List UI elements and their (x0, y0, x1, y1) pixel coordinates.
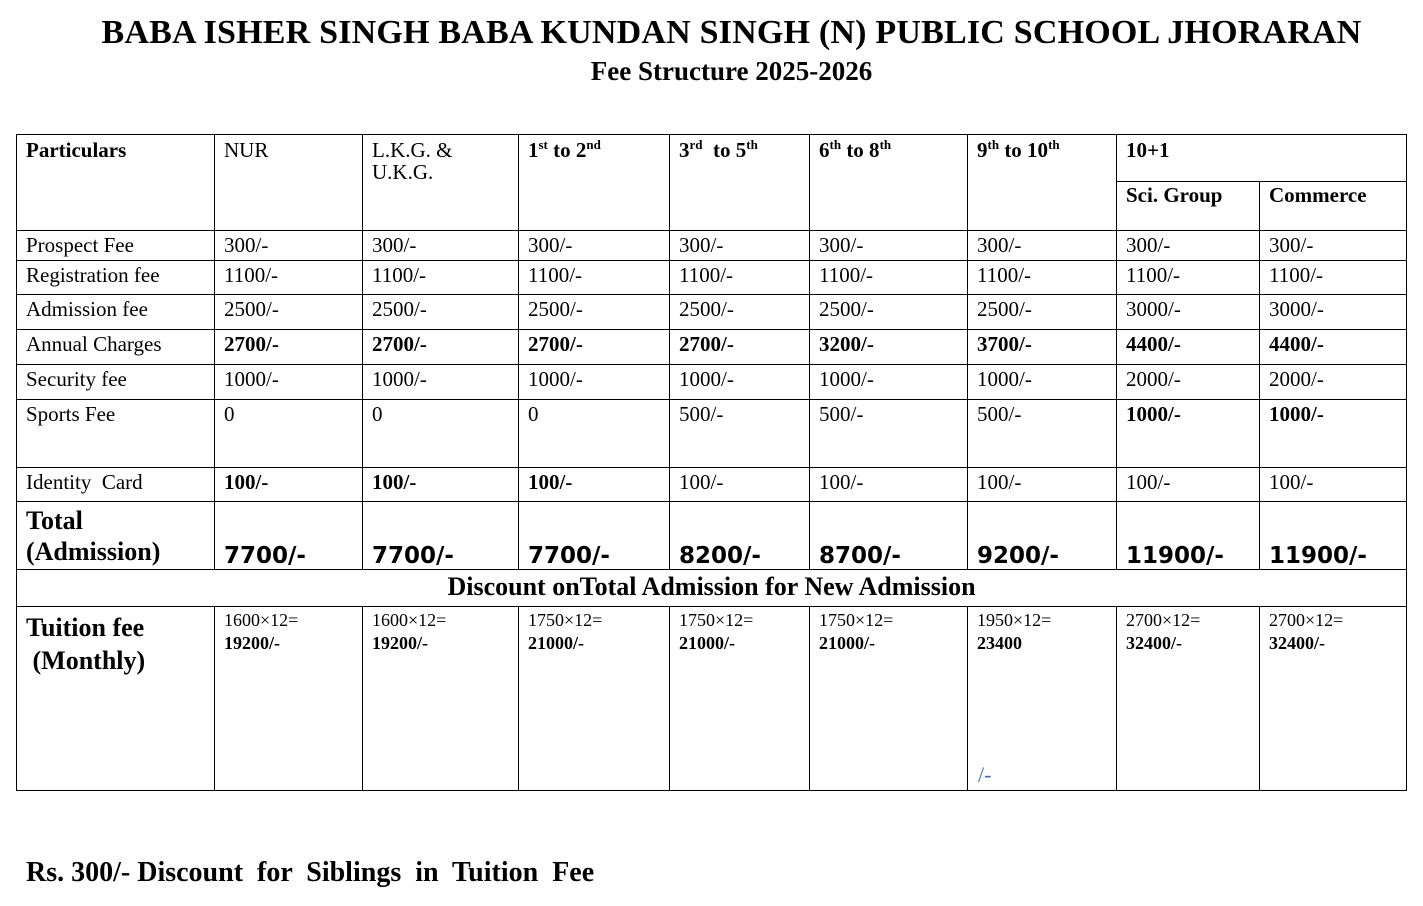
cell: 100/- (363, 468, 519, 502)
cell: 2700/- (363, 330, 519, 365)
cell: 300/- (968, 231, 1117, 261)
cell: 300/- (1117, 231, 1260, 261)
cell: 1000/- (519, 365, 670, 400)
header-lkg-ukg: L.K.G. & U.K.G. (363, 135, 519, 231)
total-cell: 9200/- (968, 502, 1117, 570)
cell: 2500/- (519, 295, 670, 330)
tuition-cell: 1600×12= 19200/- (215, 607, 363, 791)
cell: 2500/- (215, 295, 363, 330)
header-commerce: Commerce (1260, 182, 1407, 231)
cell: 500/- (968, 400, 1117, 468)
cell: 1100/- (810, 261, 968, 295)
cell: 100/- (968, 468, 1117, 502)
cell: 1100/- (670, 261, 810, 295)
cell: 1000/- (1260, 400, 1407, 468)
tuition-cell: 1750×12= 21000/- (670, 607, 810, 791)
row-label: Identity Card (17, 468, 215, 502)
cell: 500/- (670, 400, 810, 468)
cell: 2000/- (1117, 365, 1260, 400)
cell: 1100/- (363, 261, 519, 295)
cell: 1100/- (519, 261, 670, 295)
cell: 1100/- (968, 261, 1117, 295)
row-label: Prospect Fee (17, 231, 215, 261)
cell: 1000/- (670, 365, 810, 400)
cell: 1000/- (810, 365, 968, 400)
cell: 1000/- (363, 365, 519, 400)
cell: 100/- (1260, 468, 1407, 502)
cell: 300/- (1260, 231, 1407, 261)
cell: 1000/- (968, 365, 1117, 400)
total-cell: 11900/- (1117, 502, 1260, 570)
cell: 0 (519, 400, 670, 468)
cell: 3000/- (1260, 295, 1407, 330)
cell: 2700/- (215, 330, 363, 365)
header-nur: NUR (215, 135, 363, 231)
cell: 1100/- (215, 261, 363, 295)
total-admission-label: Total (Admission) (17, 502, 215, 570)
header-9th-to-10th: 9th to 10th (968, 135, 1117, 231)
cell: 3200/- (810, 330, 968, 365)
cell: 2000/- (1260, 365, 1407, 400)
cell: 4400/- (1117, 330, 1260, 365)
row-label: Registration fee (17, 261, 215, 295)
row-label: Sports Fee (17, 400, 215, 468)
header-3rd-to-5th: 3rd to 5th (670, 135, 810, 231)
cell: 1000/- (215, 365, 363, 400)
cell: 2500/- (670, 295, 810, 330)
cell: 4400/- (1260, 330, 1407, 365)
total-cell: 7700/- (215, 502, 363, 570)
tuition-fee-label: Tuition fee (Monthly) (17, 607, 215, 791)
cell: 3700/- (968, 330, 1117, 365)
fee-table (16, 134, 1407, 791)
total-cell: 11900/- (1260, 502, 1407, 570)
header-1st-to-2nd: 1st to 2nd (519, 135, 670, 231)
header-sci-group: Sci. Group (1117, 182, 1260, 231)
cell: 100/- (1117, 468, 1260, 502)
cell: 1100/- (1260, 261, 1407, 295)
cell: 100/- (519, 468, 670, 502)
cell: 300/- (215, 231, 363, 261)
cell: 500/- (810, 400, 968, 468)
tuition-cell: 2700×12= 32400/- (1117, 607, 1260, 791)
cell: 2700/- (519, 330, 670, 365)
header-6th-to-8th: 6th to 8th (810, 135, 968, 231)
total-cell: 7700/- (363, 502, 519, 570)
tuition-cell: 2700×12= 32400/- (1260, 607, 1407, 791)
cell: 300/- (519, 231, 670, 261)
total-cell: 7700/- (519, 502, 670, 570)
row-label: Admission fee (17, 295, 215, 330)
row-label: Security fee (17, 365, 215, 400)
tuition-cell: 1600×12= 19200/- (363, 607, 519, 791)
cell: 300/- (810, 231, 968, 261)
fee-structure-title: Fee Structure 2025-2026 (590, 56, 873, 86)
cell: 0 (363, 400, 519, 468)
total-cell: 8700/- (810, 502, 968, 570)
cell: 100/- (670, 468, 810, 502)
cell: 3000/- (1117, 295, 1260, 330)
tuition-suffix: /- (978, 762, 992, 787)
cell: 1100/- (1117, 261, 1260, 295)
cell: 2500/- (968, 295, 1117, 330)
tuition-cell: 1750×12= 21000/- (810, 607, 968, 791)
cell: 0 (215, 400, 363, 468)
cell: 300/- (670, 231, 810, 261)
sibling-discount-note: Rs. 300/- Discount for Siblings in Tuition Fee (26, 857, 595, 888)
row-label: Annual Charges (17, 330, 215, 365)
cell: 2700/- (670, 330, 810, 365)
total-cell: 8200/- (670, 502, 810, 570)
tuition-cell: 1750×12= 21000/- (519, 607, 670, 791)
tuition-cell: 1950×12= 23400 /- (968, 607, 1117, 791)
header-particulars: Particulars (17, 135, 215, 231)
school-name: BABA ISHER SINGH BABA KUNDAN SINGH (N) PUBLIC SCHOOL JHORARAN (101, 14, 1362, 51)
cell: 2500/- (363, 295, 519, 330)
cell: 1000/- (1117, 400, 1260, 468)
cell: 100/- (810, 468, 968, 502)
cell: 300/- (363, 231, 519, 261)
cell: 100/- (215, 468, 363, 502)
cell: 2500/- (810, 295, 968, 330)
discount-note: Discount onTotal Admission for New Admission (17, 570, 1407, 607)
header-10-plus-1: 10+1 (1117, 135, 1407, 182)
